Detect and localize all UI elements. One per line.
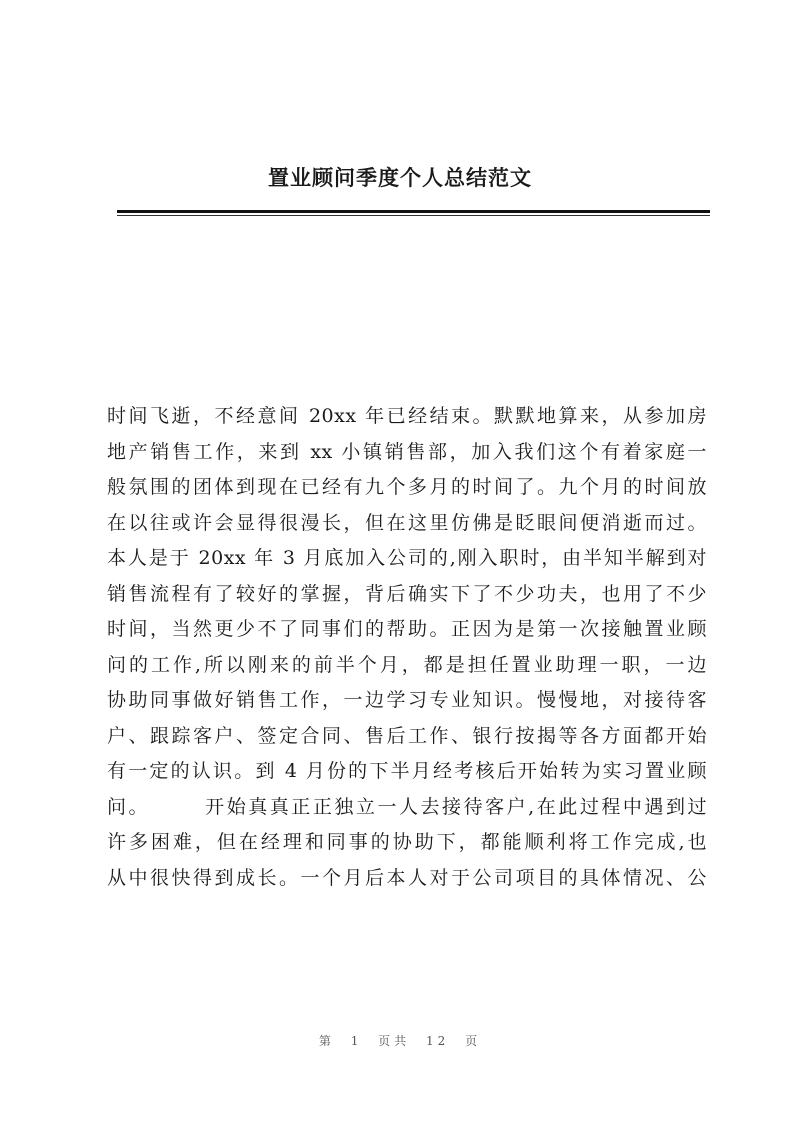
document-title: 置业顾问季度个人总结范文 bbox=[268, 165, 532, 190]
paragraph-line: 从中很快得到成长。一个月后本人对于公司项目的具体情况、公 bbox=[107, 866, 707, 889]
title-underline-thick bbox=[117, 210, 710, 213]
paragraph-line: 时间，当然更少不了同事们的帮助。正因为是第一次接触置业顾 bbox=[107, 618, 707, 640]
paragraph-line: 销售流程有了较好的掌握，背后确实下了不少功夫，也用了不少 bbox=[107, 582, 707, 605]
paragraph-line: 问的工作,所以刚来的前半个月，都是担任置业助理一职，一边 bbox=[107, 653, 707, 676]
paragraph-line: 在以往或许会显得很漫长，但在这里仿佛是眨眼间便消逝而过。 bbox=[107, 511, 707, 534]
paragraph-line: 地产销售工作，来到 xx 小镇销售部，加入我们这个有着家庭一 bbox=[107, 440, 707, 463]
footer-current-page: 1 bbox=[350, 1034, 363, 1048]
paragraph-line: 本人是于 20xx 年 3 月底加入公司的,刚入职时，由半知半解到对 bbox=[107, 547, 707, 569]
paragraph-line: 协助同事做好销售工作，一边学习专业知识。慢慢地，对接待客 bbox=[107, 689, 707, 711]
paragraph-line: 问。 开始真真正正独立一人去接待客户,在此过程中遇到过 bbox=[107, 795, 707, 818]
footer-label-of: 页共 bbox=[378, 1034, 411, 1048]
paragraph-line: 般氛围的团体到现在已经有九个多月的时间了。九个月的时间放 bbox=[107, 476, 707, 498]
footer-label-end: 页 bbox=[465, 1034, 482, 1048]
body-paragraph bbox=[107, 399, 707, 896]
paragraph-line: 许多困难，但在经理和同事的协助下，都能顺利将工作完成,也 bbox=[107, 831, 707, 853]
footer-total-pages: 12 bbox=[426, 1034, 450, 1048]
paragraph-line: 有一定的认识。到 4 月份的下半月经考核后开始转为实习置业顾 bbox=[107, 760, 707, 782]
title-underline-thin bbox=[117, 215, 710, 216]
paragraph-line: 时间飞逝，不经意间 20xx 年已经结束。默默地算来，从参加房 bbox=[107, 405, 707, 427]
footer-label-page: 第 bbox=[318, 1034, 335, 1048]
page-footer bbox=[0, 1032, 800, 1049]
paragraph-line: 户、跟踪客户、签定合同、售后工作、银行按揭等各方面都开始 bbox=[107, 724, 707, 747]
